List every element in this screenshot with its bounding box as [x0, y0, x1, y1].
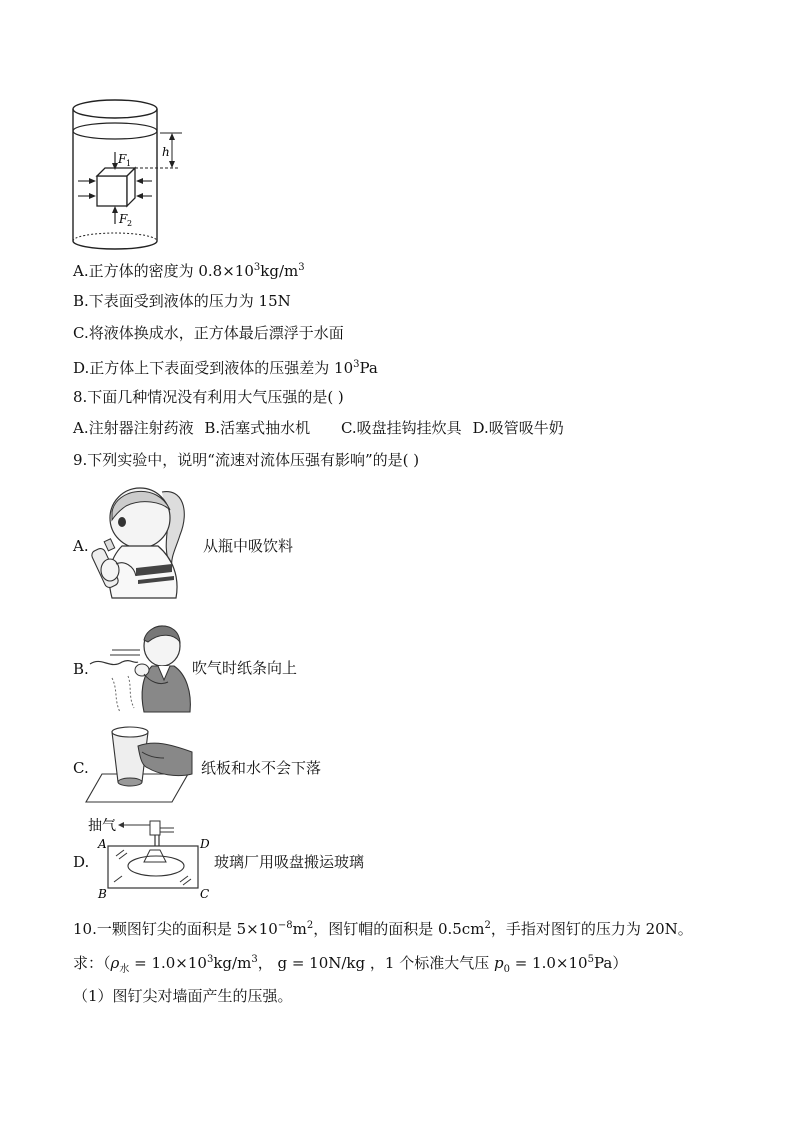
q9-option-d-caption: 玻璃厂用吸盘搬运玻璃: [214, 853, 365, 871]
label-f2-sub: 2: [127, 219, 133, 228]
label-h: h: [162, 145, 170, 159]
q9-option-c-label: C.: [73, 759, 89, 777]
label-f2: F: [119, 212, 128, 226]
q9-option-d-label: D.: [73, 853, 90, 871]
q10-stem: 10.一颗图钉尖的面积是 $5\times 10^{-8}m^2$，图钉帽的面积是 $0.5cm^2$，手指对图钉的压力为 20N。: [73, 920, 693, 938]
cube-in-liquid-figure: [60, 96, 200, 254]
pump-label: 抽气: [88, 818, 116, 834]
corner-b: B: [98, 887, 107, 901]
corner-a: A: [98, 837, 107, 851]
q7-option-c: C.将液体换成水，正方体最后漂浮于水面: [73, 324, 344, 342]
q10-subquestion-1: （1）图钉尖对墙面产生的压强。: [73, 987, 293, 1005]
q8-option-a: A.注射器注射药液: [73, 419, 194, 437]
q7-option-b: B.下表面受到液体的压力为 15N: [73, 292, 291, 310]
q9-option-c-caption: 纸板和水不会下落: [201, 759, 322, 777]
q7-option-a: A.正方体的密度为 $0.8\times 10^3kg/m^3$: [73, 262, 305, 280]
cup-cardboard-figure: [84, 722, 194, 806]
q9-option-b-caption: 吹气时纸条向上: [192, 659, 298, 677]
q9-stem: 9.下列实验中，说明“流速对流体压强有影响”的是( ): [73, 451, 420, 469]
q8-stem: 8.下面几种情况没有利用大气压强的是( ): [73, 388, 344, 406]
corner-c: C: [200, 887, 210, 901]
label-f1: F: [118, 152, 127, 166]
q9-option-b-label: B.: [73, 660, 89, 678]
q10-constants: 求：（$\rho_水 = 1.0\times 10^3kg/m^3$， g = 10N/kg ，1 个标准大气压 $p_0 = 1.0\times 10^5Pa$）: [73, 954, 628, 975]
q8-options: [73, 418, 564, 438]
suction-glass-figure: [86, 816, 212, 900]
girl-drinking-figure: [92, 480, 192, 605]
corner-d: D: [200, 837, 210, 851]
q9-option-a-caption: 从瓶中吸饮料: [203, 537, 294, 555]
q8-option-c: C.吸盘挂钩挂炊具: [340, 419, 462, 437]
q8-option-b: B.活塞式抽水机: [204, 419, 311, 437]
q8-option-d: D.吸管吸牛奶: [472, 419, 564, 437]
q9-option-a-label: A.: [73, 537, 89, 555]
q7-option-d: D.正方体上下表面受到液体的压强差为 $10^3Pa$: [73, 359, 378, 377]
boy-blowing-paper-figure: [88, 620, 198, 720]
label-f1-sub: 1: [126, 159, 132, 168]
